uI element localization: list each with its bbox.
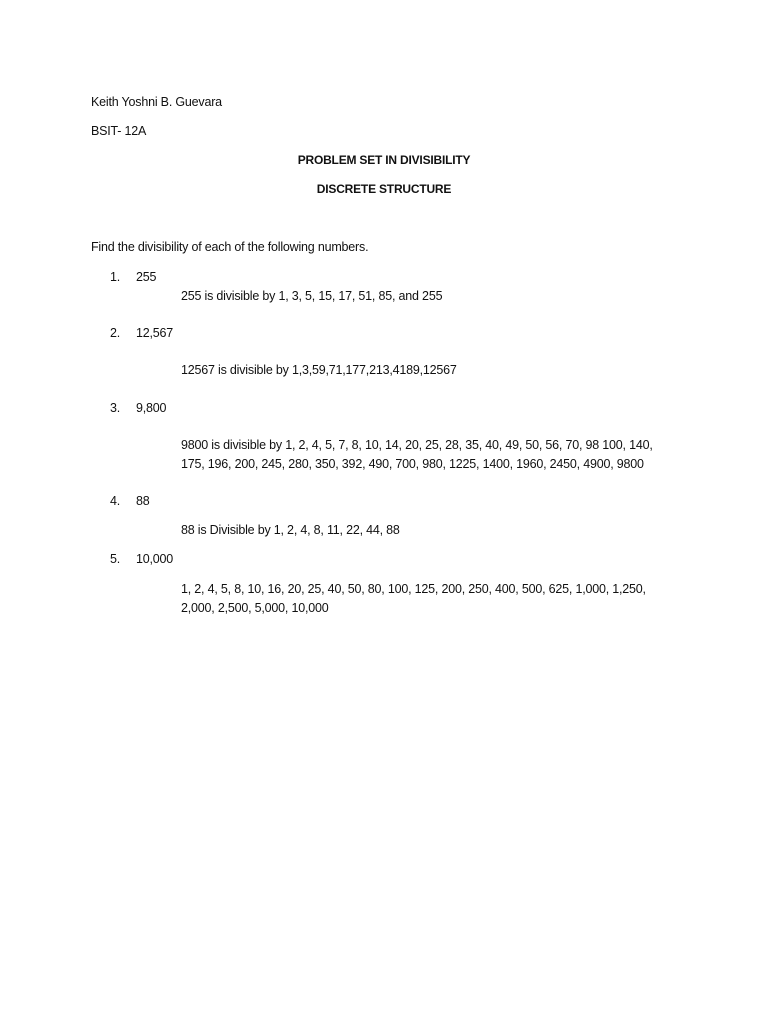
document-subtitle: DISCRETE STRUCTURE: [316, 182, 452, 196]
item-answer-line: 2,000, 2,500, 5,000, 10,000: [181, 601, 329, 615]
item-number: 5.: [110, 552, 121, 566]
student-name: Keith Yoshni B. Guevara: [91, 95, 222, 109]
item-answer: 12567 is divisible by 1,3,59,71,177,213,4189,12567: [181, 363, 457, 377]
item-answer-line: 175, 196, 200, 245, 280, 350, 392, 490, 700, 980, 1225, 1400, 1960, 2450, 4900, 9800: [181, 457, 644, 471]
item-answer: 255 is divisible by 1, 3, 5, 15, 17, 51, 85, and 255: [181, 289, 443, 303]
student-section: BSIT- 12A: [91, 124, 147, 138]
item-answer-line: 1, 2, 4, 5, 8, 10, 16, 20, 25, 40, 50, 80, 100, 125, 200, 250, 400, 500, 625, 1,000, 1,250,: [181, 582, 646, 596]
instruction-text: Find the divisibility of each of the following numbers.: [91, 240, 369, 254]
item-answer-line: 9800 is divisible by 1, 2, 4, 5, 7, 8, 10, 14, 20, 25, 28, 35, 40, 49, 50, 56, 70, 98 100, 140,: [181, 438, 653, 452]
item-value: 255: [136, 270, 157, 284]
item-number: 3.: [110, 401, 121, 415]
item-number: 1.: [110, 270, 121, 284]
item-value: 10,000: [136, 552, 174, 566]
item-number: 2.: [110, 326, 121, 340]
document-title: PROBLEM SET IN DIVISIBILITY: [297, 153, 471, 167]
item-number: 4.: [110, 494, 121, 508]
item-value: 9,800: [136, 401, 167, 415]
item-value: 88: [136, 494, 150, 508]
item-answer: 88 is Divisible by 1, 2, 4, 8, 11, 22, 44, 88: [181, 523, 400, 537]
item-value: 12,567: [136, 326, 174, 340]
